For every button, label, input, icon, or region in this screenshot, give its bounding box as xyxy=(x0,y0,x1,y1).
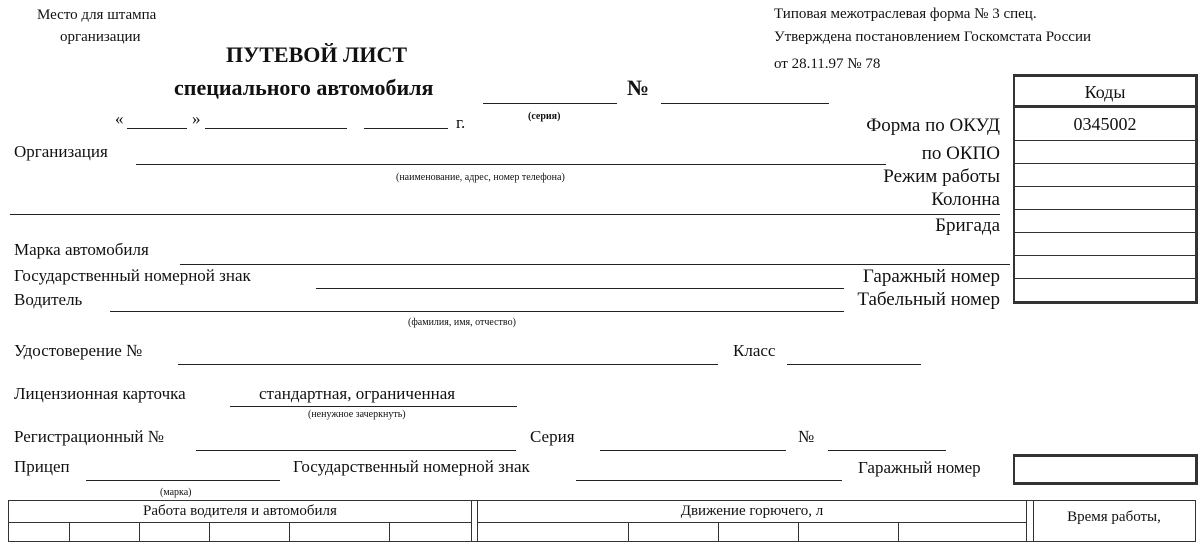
trailer-garage-box[interactable] xyxy=(1013,454,1198,485)
work-section xyxy=(9,501,472,541)
trailer-caption: (марка) xyxy=(160,487,192,498)
time-header: Время работы, xyxy=(1067,509,1161,525)
state-plate-field[interactable] xyxy=(316,288,844,289)
codes-table xyxy=(1013,74,1198,304)
licence-card-value: стандартная, ограниченная xyxy=(259,384,456,403)
licence-card-label: Лицензионная карточка xyxy=(14,384,186,403)
date-open-quote: « xyxy=(115,109,124,128)
column-label: Колонна xyxy=(931,189,1000,210)
page-title: ПУТЕВОЙ ЛИСТ xyxy=(226,42,408,67)
date-close-quote: » xyxy=(192,109,201,128)
series-field[interactable] xyxy=(483,103,617,104)
organization-label: Организация xyxy=(14,142,108,161)
work-header: Работа водителя и автомобиля xyxy=(143,503,337,519)
trailer-field[interactable] xyxy=(86,480,280,481)
codes-header: Коды xyxy=(1084,82,1126,102)
mode-label: Режим работы xyxy=(883,166,1000,187)
licence-card-caption: (ненужное зачеркнуть) xyxy=(308,409,406,420)
tabel-code-cell[interactable] xyxy=(1015,278,1195,301)
date-year-field[interactable] xyxy=(364,128,448,129)
page-subtitle: специального автомобиля xyxy=(174,75,434,100)
stamp-place-line1: Место для штампа xyxy=(37,7,157,23)
form-approval-line3: от 28.11.97 № 78 xyxy=(774,56,881,72)
brigade-label: Бригада xyxy=(935,215,1000,236)
mode-code-cell[interactable] xyxy=(1015,163,1195,186)
garage-number-label: Гаражный номер xyxy=(862,266,1000,287)
bottom-table xyxy=(8,500,1196,542)
trailer-label: Прицеп xyxy=(14,457,70,476)
tabel-number-label: Табельный номер xyxy=(857,289,1000,310)
stamp-place-line2: организации xyxy=(60,29,141,45)
organization-caption: (наименование, адрес, номер телефона) xyxy=(396,172,565,183)
organization-field[interactable] xyxy=(136,164,886,165)
series-caption: (серия) xyxy=(528,111,561,122)
fuel-section xyxy=(477,501,1027,541)
number-field[interactable] xyxy=(661,103,829,104)
trailer-plate-field[interactable] xyxy=(576,480,842,481)
license-label: Удостоверение № xyxy=(14,341,143,360)
reg-number-field[interactable] xyxy=(828,450,946,451)
date-day-field[interactable] xyxy=(127,128,187,129)
okpo-code-cell[interactable] xyxy=(1015,140,1195,163)
garage-code-cell[interactable] xyxy=(1015,255,1195,278)
series-reg-field[interactable] xyxy=(600,450,786,451)
class-field[interactable] xyxy=(787,364,921,365)
number-sign: № xyxy=(627,75,650,100)
form-approval-line2: Утверждена постановлением Госкомстата России xyxy=(774,29,1092,45)
column-code-cell[interactable] xyxy=(1015,186,1195,209)
car-brand-label: Марка автомобиля xyxy=(14,240,149,259)
registration-label: Регистрационный № xyxy=(14,427,164,446)
form-approval-line1: Типовая межотраслевая форма № 3 спец. xyxy=(774,6,1037,22)
registration-field[interactable] xyxy=(196,450,516,451)
blank-code-cell[interactable] xyxy=(1015,232,1195,255)
trailer-garage-label: Гаражный номер xyxy=(858,458,981,477)
date-month-field[interactable] xyxy=(205,128,347,129)
fuel-header: Движение горючего, л xyxy=(680,503,824,519)
driver-caption: (фамилия, имя, отчество) xyxy=(408,317,516,328)
license-field[interactable] xyxy=(178,364,718,365)
licence-card-field[interactable] xyxy=(230,406,517,407)
driver-field[interactable] xyxy=(110,311,844,312)
organization-field-line2[interactable] xyxy=(10,214,1000,215)
time-section xyxy=(1033,501,1194,541)
brigade-code-cell[interactable] xyxy=(1015,209,1195,232)
driver-label: Водитель xyxy=(14,290,83,309)
class-label: Класс xyxy=(733,341,776,360)
series-label: Серия xyxy=(530,427,575,446)
trailer-plate-label: Государственный номерной знак xyxy=(293,457,530,476)
okpo-label: по ОКПО xyxy=(921,143,1000,164)
state-plate-label: Государственный номерной знак xyxy=(14,266,251,285)
car-brand-field[interactable] xyxy=(180,264,1010,265)
date-year-suffix: г. xyxy=(456,113,466,132)
okud-label: Форма по ОКУД xyxy=(866,115,1000,136)
okud-code-cell[interactable]: 0345002 xyxy=(1015,105,1195,140)
reg-number-label: № xyxy=(798,427,815,446)
